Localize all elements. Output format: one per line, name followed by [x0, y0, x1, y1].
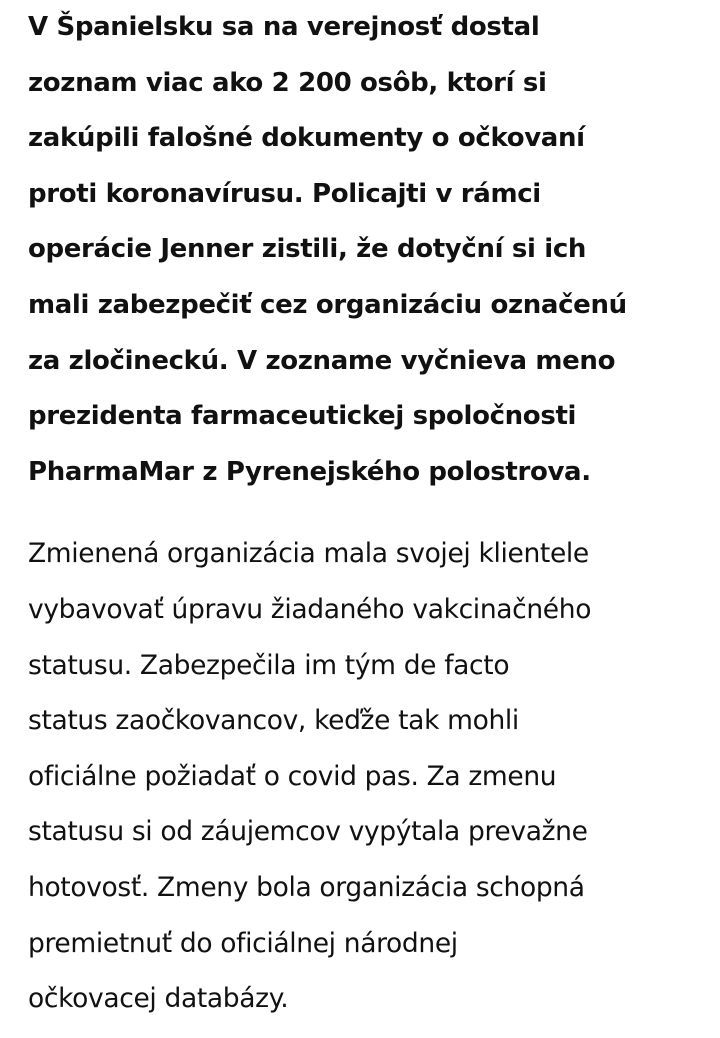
lead-line: mali zabezpečiť cez organizáciu označenú [28, 289, 627, 320]
lead-line: zoznam viac ako 2 200 osôb, ktorí si [28, 67, 547, 98]
lead-line: V Španielsku sa na verejnosť dostal [28, 12, 540, 42]
body-line: vybavovať úpravu žiadaného vakcinačného [28, 593, 592, 625]
body-paragraph [28, 526, 708, 1026]
body-line: oficiálne požiadať o covid pas. Za zmenu [28, 760, 557, 792]
body-line: očkovacej databázy. [28, 983, 289, 1015]
article-body [28, 0, 708, 1027]
lead-line: proti koronavírusu. Policajti v rámci [28, 178, 541, 209]
body-line: status zaočkovancov, keďže tak mohli [28, 705, 519, 737]
body-line: hotovosť. Zmeny bola organizácia schopná [28, 871, 585, 903]
lead-line: zakúpili falošné dokumenty o očkovaní [28, 123, 585, 154]
body-line: statusu si od záujemcov vypýtala prevažne [28, 816, 588, 848]
lead-paragraph [28, 0, 708, 500]
lead-line: PharmaMar z Pyrenejského polostrova. [28, 456, 591, 487]
body-line: statusu. Zabezpečila im tým de facto [28, 649, 510, 681]
lead-line: operácie Jenner zistili, že dotyční si ich [28, 234, 587, 265]
body-line: Zmienená organizácia mala svojej klientele [28, 538, 589, 570]
body-line: premietnuť do oficiálnej národnej [28, 927, 458, 959]
lead-line: za zločineckú. V zozname vyčnieva meno [28, 345, 616, 376]
lead-line: prezidenta farmaceutickej spoločnosti [28, 401, 577, 432]
